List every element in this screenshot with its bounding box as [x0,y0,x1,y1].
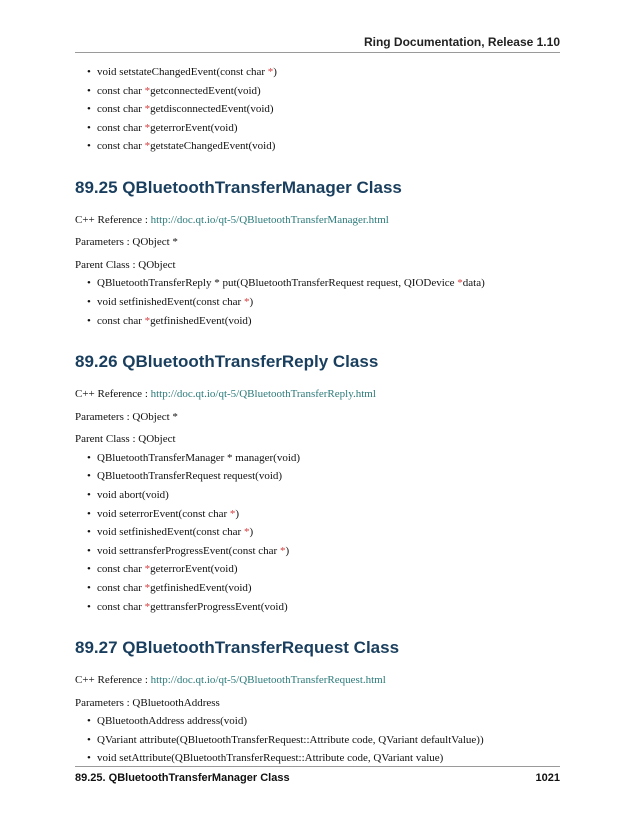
method-text: void setfinishedEvent(const char [97,526,244,539]
parent-class-line: Parent Class : QObject [75,433,176,446]
method-text: QBluetoothTransferManager * manager(void) [97,451,301,464]
method-item [97,598,560,617]
footer-divider [75,766,560,767]
method-text: QBluetoothTransferReply * put(QBluetoothTransferRequest request, QIODevice [97,277,458,290]
method-text: ) [249,526,254,539]
cpp-reference-label: C++ Reference : [75,674,151,687]
method-text: const char [97,121,145,134]
method-list [75,449,560,616]
pointer-asterisk: * [279,544,286,557]
method-text: void settransferProgressEvent(const char [97,544,280,557]
method-item [97,119,560,138]
method-text: getdisconnectedEvent(void) [150,103,274,116]
intro-method-list [75,63,560,156]
method-text: const char [97,103,145,116]
method-text: const char [97,600,145,613]
cpp-reference-link[interactable]: http://doc.qt.io/qt-5/QBluetoothTransferRequest.html [150,674,386,687]
cpp-reference-label: C++ Reference : [75,388,151,401]
method-item [97,100,560,119]
pointer-asterisk: * [243,296,250,309]
parameters-line: Parameters : QBluetoothAddress [75,696,220,709]
pointer-asterisk: * [144,121,151,134]
method-text: getstateChangedEvent(void) [150,140,276,153]
method-text: ) [249,296,254,309]
section-heading: 89.27 QBluetoothTransferRequest Class [75,638,400,658]
running-header: Ring Documentation, Release 1.10 [363,35,560,49]
method-list [75,274,560,330]
method-item [97,486,560,505]
method-text: void setfinishedEvent(const char [97,296,244,309]
pointer-asterisk: * [457,277,463,290]
footer-section-title: 89.25. QBluetoothTransferManager Class [75,772,290,784]
method-text: geterrorEvent(void) [150,121,238,134]
method-item [97,560,560,579]
method-item [97,82,560,101]
method-item [97,293,560,312]
method-item [97,579,560,598]
pointer-asterisk: * [144,581,151,594]
pointer-asterisk: * [144,103,151,116]
method-list [75,712,560,768]
method-item [97,312,560,331]
method-text: data) [462,277,485,290]
sections-container [75,178,560,768]
pointer-asterisk: * [144,314,151,327]
cpp-reference-label: C++ Reference : [75,213,151,226]
method-text: ) [273,66,277,78]
method-text: const char [97,84,145,97]
method-text: const char [97,563,145,576]
method-item [97,467,560,486]
pointer-asterisk: * [243,526,250,539]
method-text: gettransferProgressEvent(void) [150,600,288,613]
cpp-reference-link[interactable]: http://doc.qt.io/qt-5/QBluetoothTransferManager.html [150,213,389,226]
method-text: void abort(void) [97,488,169,501]
pointer-asterisk: * [267,66,274,78]
parameters-line: Parameters : QObject * [75,236,178,249]
method-text: getfinishedEvent(void) [150,314,252,327]
method-item [97,542,560,561]
method-text: void setstateChangedEvent(const char [97,66,268,78]
method-text: QVariant attribute(QBluetoothTransferRequest::Attribute code, QVariant defaultValue)) [97,733,484,746]
method-text: const char [97,314,145,327]
method-text: QBluetoothAddress address(void) [97,715,248,728]
method-text: const char [97,140,145,153]
page-number: 1021 [535,772,560,784]
cpp-reference [75,383,560,406]
method-text: void setAttribute(QBluetoothTransferRequest::Attribute code, QVariant value) [97,752,444,765]
method-text: const char [97,581,145,594]
pointer-asterisk: * [144,140,151,153]
method-item [97,137,560,156]
page-content [75,63,560,768]
pointer-asterisk: * [144,600,151,613]
header-divider [75,52,560,53]
cpp-reference [75,669,560,692]
method-item [97,731,560,750]
parameters-line: Parameters : QObject * [75,410,178,423]
method-item [97,449,560,468]
pointer-asterisk: * [229,507,236,520]
parent-class-line: Parent Class : QObject [75,258,176,271]
method-text: geterrorEvent(void) [150,563,238,576]
method-text: getfinishedEvent(void) [150,581,252,594]
method-item [97,505,560,524]
section-heading: 89.26 QBluetoothTransferReply Class [75,352,379,372]
cpp-reference-link[interactable]: http://doc.qt.io/qt-5/QBluetoothTransferReply.html [150,388,376,401]
pointer-asterisk: * [144,84,151,97]
method-text: QBluetoothTransferRequest request(void) [97,470,283,483]
method-item [97,63,560,82]
method-text: void seterrorEvent(const char [97,507,230,520]
section-heading: 89.25 QBluetoothTransferManager Class [75,177,402,197]
method-text: ) [235,507,240,520]
method-text: getconnectedEvent(void) [150,84,261,97]
method-item [97,274,560,293]
method-item [97,712,560,731]
cpp-reference [75,209,560,232]
method-text: ) [285,544,290,557]
pointer-asterisk: * [144,563,151,576]
method-item [97,523,560,542]
